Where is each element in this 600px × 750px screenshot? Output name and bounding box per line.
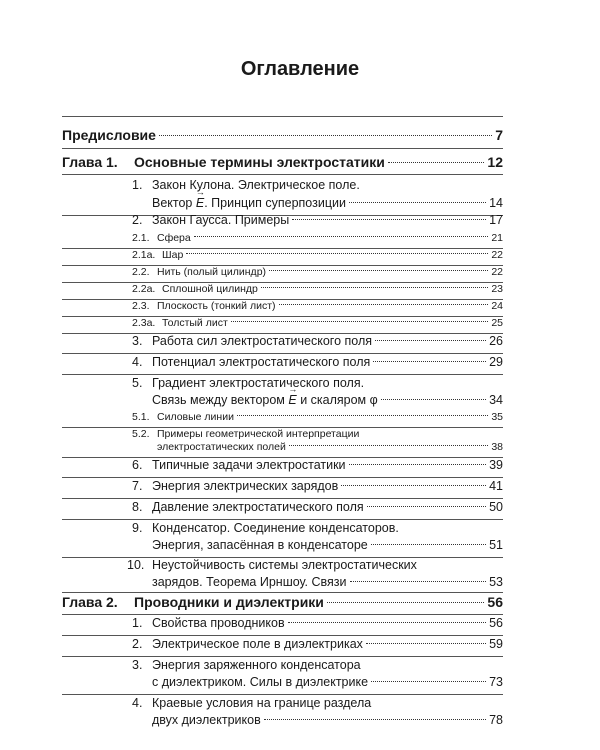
- toc-entry-chapter-1[interactable]: [134, 154, 503, 170]
- toc-label: Типичные задачи электростатики: [152, 458, 346, 472]
- toc-entry-chapter-2[interactable]: [134, 594, 503, 610]
- leader-dots: [289, 445, 488, 446]
- leader-dots: [373, 361, 486, 362]
- toc-entry-1-8[interactable]: [152, 500, 503, 514]
- divider: [62, 592, 503, 593]
- leader-dots: [349, 464, 487, 465]
- toc-label: Свойства проводников: [152, 616, 285, 630]
- toc-label: Потенциал электростатического поля: [152, 355, 371, 369]
- toc-label: Связь между вектором → E и скаляром φ: [152, 393, 378, 407]
- divider: [62, 477, 503, 478]
- toc-page: 26: [489, 334, 503, 348]
- toc-entry-2-4-boundary[interactable]: [152, 713, 503, 727]
- toc-entry-line1[interactable]: [152, 558, 503, 572]
- toc-entry-line1[interactable]: [152, 658, 503, 672]
- toc-entry-1-6[interactable]: [152, 458, 503, 472]
- leader-dots: [231, 321, 489, 322]
- toc-page: 56: [489, 616, 503, 630]
- divider: [62, 614, 503, 615]
- toc-entry-2-3[interactable]: [157, 300, 503, 312]
- section-number: 1.: [132, 178, 143, 192]
- leader-dots: [159, 135, 492, 136]
- toc-label: Давление электростатического поля: [152, 500, 364, 514]
- toc-label: Неустойчивость системы электростатических: [152, 558, 417, 572]
- divider: [62, 374, 503, 375]
- toc-label: Основные термины электростатики: [134, 154, 385, 170]
- toc-label: Электрическое поле в диэлектриках: [152, 637, 363, 651]
- section-number: 1.: [132, 616, 143, 630]
- leader-dots: [375, 340, 486, 341]
- toc-label: электростатических полей: [157, 441, 286, 453]
- section-number: 2.3.: [132, 300, 150, 312]
- toc-page: 22: [491, 249, 503, 261]
- section-number: 3.: [132, 658, 143, 672]
- toc-page: 21: [491, 232, 503, 244]
- toc-page: 7: [495, 127, 503, 143]
- toc-label: зарядов. Теорема Ирншоу. Связи: [152, 575, 347, 589]
- toc-label: Вектор → E. Принцип суперпозиции: [152, 196, 346, 210]
- section-number: 8.: [132, 500, 143, 514]
- toc-page: 73: [489, 675, 503, 689]
- toc-label: Энергия электрических зарядов: [152, 479, 339, 493]
- toc-label: Энергия, запасённая в конденсаторе: [152, 538, 368, 552]
- vector-e: → E: [196, 196, 204, 210]
- toc-entry-1-1[interactable]: [152, 196, 503, 210]
- toc-page: 12: [487, 154, 503, 170]
- leader-dots: [388, 162, 485, 163]
- toc-entry-1-5[interactable]: [152, 393, 503, 407]
- toc-entry-2-3-energy[interactable]: [152, 675, 503, 689]
- section-number: 2.2а.: [132, 283, 156, 295]
- toc-label: Плоскость (тонкий лист): [157, 300, 276, 312]
- section-number: 7.: [132, 479, 143, 493]
- toc-entry-1-9[interactable]: [152, 538, 503, 552]
- toc-entry-line1[interactable]: [157, 428, 503, 440]
- leader-dots: [279, 304, 489, 305]
- leader-dots: [194, 236, 489, 237]
- toc-label: Примеры геометрической интерпретации: [157, 428, 360, 440]
- toc-entry-2-3a[interactable]: [162, 317, 503, 329]
- toc-label: двух диэлектриков: [152, 713, 261, 727]
- toc-label: Толстый лист: [162, 317, 228, 329]
- toc-label: Градиент электростатического поля.: [152, 376, 365, 390]
- divider: [62, 353, 503, 354]
- toc-entry-2-1a[interactable]: [162, 249, 503, 261]
- leader-dots: [381, 399, 486, 400]
- toc-entry-1-7[interactable]: [152, 479, 503, 493]
- divider: [62, 694, 503, 695]
- leader-dots: [261, 287, 488, 288]
- toc-page: 34: [489, 393, 503, 407]
- leader-dots: [349, 202, 486, 203]
- toc-page: 41: [489, 479, 503, 493]
- toc-page: 38: [491, 441, 503, 453]
- toc-entry-1-10[interactable]: [152, 575, 503, 589]
- toc-entry-1-4[interactable]: [152, 355, 503, 369]
- leader-dots: [366, 643, 486, 644]
- toc-page: 51: [489, 538, 503, 552]
- leader-dots: [288, 622, 487, 623]
- section-number: 2.1а.: [132, 249, 156, 261]
- toc-entry-preface[interactable]: [62, 127, 503, 143]
- section-number: 6.: [132, 458, 143, 472]
- chapter-number: Глава 2.: [62, 594, 118, 610]
- toc-entry-line1[interactable]: [152, 696, 503, 710]
- divider: [62, 635, 503, 636]
- chapter-number: Глава 1.: [62, 154, 118, 170]
- leader-dots: [186, 253, 488, 254]
- toc-label: Работа сил электростатического поля: [152, 334, 373, 348]
- section-number: 5.1.: [132, 411, 150, 423]
- toc-page: 39: [489, 458, 503, 472]
- page-title: Оглавление: [240, 58, 360, 80]
- section-number: 2.1.: [132, 232, 150, 244]
- toc-label: Проводники и диэлектрики: [134, 594, 324, 610]
- leader-dots: [237, 415, 488, 416]
- toc-page: 56: [487, 594, 503, 610]
- divider: [62, 174, 503, 175]
- toc-page: 23: [491, 283, 503, 295]
- leader-dots: [292, 219, 486, 220]
- toc-entry-2-1[interactable]: [157, 232, 503, 244]
- toc-page: 14: [489, 196, 503, 210]
- toc-page: 35: [491, 411, 503, 423]
- toc-entry-2-2-field[interactable]: [152, 637, 503, 651]
- section-number: 2.2.: [132, 266, 150, 278]
- toc-entry-2-2[interactable]: [157, 266, 503, 278]
- toc-entry-5-2[interactable]: [157, 441, 503, 453]
- section-number: 10.: [127, 558, 145, 572]
- toc-page: 25: [491, 317, 503, 329]
- section-number: 5.2.: [132, 428, 150, 440]
- toc-page: 53: [489, 575, 503, 589]
- section-number: 3.: [132, 334, 143, 348]
- toc-label: Энергия заряженного конденсатора: [152, 658, 361, 672]
- divider: [62, 148, 503, 149]
- divider: [62, 519, 503, 520]
- toc-page: 29: [489, 355, 503, 369]
- section-number: 4.: [132, 355, 143, 369]
- toc-label: Нить (полый цилиндр): [157, 266, 267, 278]
- toc-label: Сплошной цилиндр: [162, 283, 258, 295]
- toc-entry-2-2a[interactable]: [162, 283, 503, 295]
- toc-label: Конденсатор. Соединение конденсаторов.: [152, 521, 399, 535]
- leader-dots: [350, 581, 487, 582]
- toc-entry-1-3[interactable]: [152, 334, 503, 348]
- divider: [62, 498, 503, 499]
- leader-dots: [367, 506, 486, 507]
- toc-label: Закон Гаусса. Примеры: [152, 213, 290, 227]
- section-number: 9.: [132, 521, 143, 535]
- vector-e: → E: [288, 393, 296, 407]
- toc-entry-1-2[interactable]: [152, 213, 503, 227]
- section-number: 2.3а.: [132, 317, 156, 329]
- leader-dots: [269, 270, 488, 271]
- section-number: 4.: [132, 696, 143, 710]
- toc-page: 17: [489, 213, 503, 227]
- leader-dots: [264, 719, 486, 720]
- toc-page: 22: [491, 266, 503, 278]
- toc-entry-2-1-props[interactable]: [152, 616, 503, 630]
- toc-entry-line1[interactable]: [152, 376, 503, 390]
- section-number: 2.: [132, 213, 143, 227]
- toc-label: Закон Кулона. Электрическое поле.: [152, 178, 360, 192]
- toc-page: 24: [491, 300, 503, 312]
- section-number: 2.: [132, 637, 143, 651]
- leader-dots: [371, 544, 486, 545]
- divider: [62, 656, 503, 657]
- toc-label: Предисловие: [62, 127, 156, 143]
- toc-label: Сфера: [157, 232, 191, 244]
- top-rule: [62, 116, 503, 117]
- toc-label: с диэлектриком. Силы в диэлектрике: [152, 675, 369, 689]
- leader-dots: [341, 485, 486, 486]
- toc-page: 50: [489, 500, 503, 514]
- toc-entry-line1[interactable]: [152, 521, 503, 535]
- leader-dots: [327, 602, 485, 603]
- leader-dots: [371, 681, 486, 682]
- toc-page: 59: [489, 637, 503, 651]
- section-number: 5.: [132, 376, 143, 390]
- toc-label: Краевые условия на границе раздела: [152, 696, 372, 710]
- toc-label: Силовые линии: [157, 411, 234, 423]
- toc-label: Шар: [162, 249, 184, 261]
- toc-page: 78: [489, 713, 503, 727]
- toc-entry-5-1[interactable]: [157, 411, 503, 423]
